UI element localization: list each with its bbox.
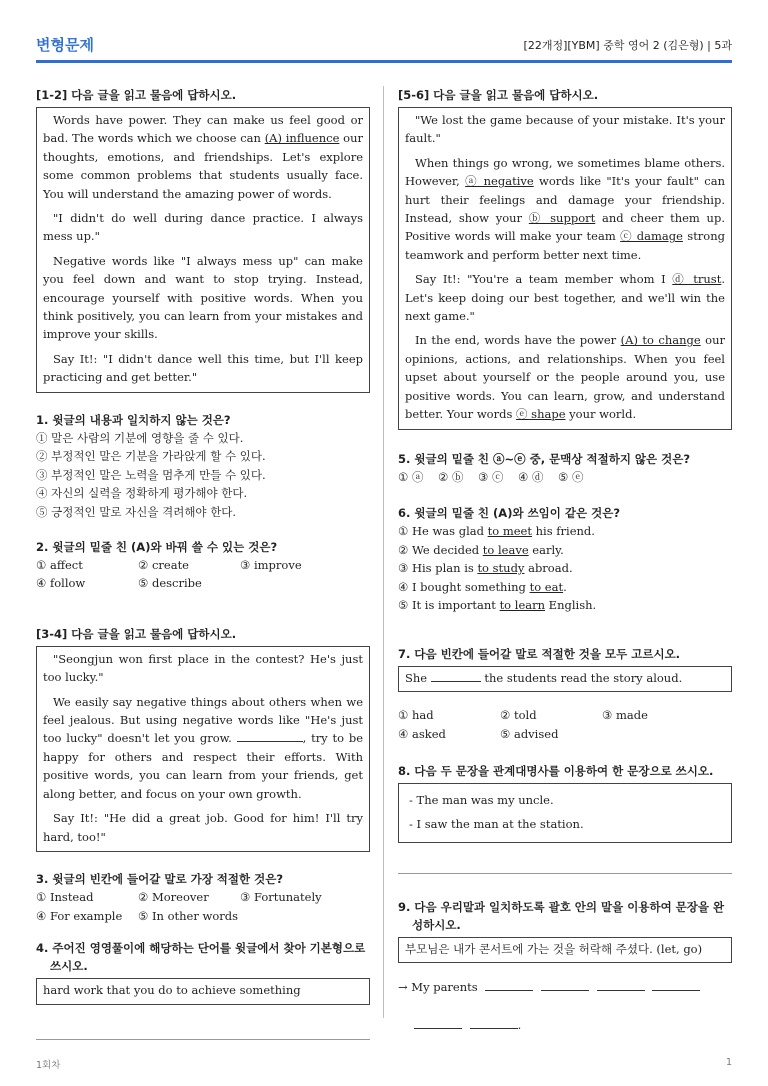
option[interactable]: ③ His plan is to study abroad.	[398, 561, 573, 576]
definition-box: hard work that you do to achieve something	[36, 978, 370, 1004]
question-7-stem: 7. 다음 빈칸에 들어갈 말로 적절한 것을 모두 고르시오.	[398, 647, 681, 662]
question-5	[398, 450, 732, 487]
passage-paragraph: Say It!: "You're a team member whom I ⓓ trust. Let's keep doing our best together, and we'll win the next game."	[405, 272, 725, 324]
option[interactable]: ③ 부정적인 말은 노력을 멈추게 만들 수 있다.	[36, 467, 266, 482]
option[interactable]: ② create	[138, 557, 189, 572]
option[interactable]: ③ Fortunately	[240, 889, 322, 904]
sentences-box	[398, 783, 732, 843]
passage-1-2	[36, 107, 370, 393]
option[interactable]: ① had	[398, 708, 434, 723]
question-2-options	[36, 556, 370, 593]
option[interactable]: ③ made	[602, 708, 648, 723]
question-6-options	[398, 522, 732, 615]
passage-paragraph: We easily say negative things about others when we feel jealous. But using negative words like "He's just too lucky" doesn't let you grow. , try to be happy for others and respect their efforts. With positive words, you can learn from your friends, get along better, and focus on your own growth.	[43, 694, 364, 801]
underlined-b: ⓑ support	[528, 211, 596, 226]
answer-blank[interactable]	[541, 979, 589, 991]
section-heading-1-2: [1-2] 다음 글을 읽고 물음에 답하시오.	[36, 88, 237, 102]
option[interactable]: ⑤ In other words	[138, 908, 239, 923]
passage-3-4	[36, 646, 370, 852]
question-7-options	[398, 706, 732, 743]
underlined-c: ⓒ damage	[620, 229, 683, 244]
column-divider	[383, 86, 384, 1018]
underlined-d: ⓓ trust	[672, 272, 722, 287]
textbook-info: [22개정][YBM] 중학 영어 2 (김은형) | 5과	[523, 39, 732, 52]
question-3	[36, 870, 370, 925]
question-5-stem: 5. 윗글의 밑줄 친 ⓐ~ⓔ 중, 문맥상 적절하지 않은 것은?	[398, 451, 691, 466]
underlined-a-influence: (A) influence	[264, 131, 340, 146]
option[interactable]: ⑤ advised	[500, 727, 559, 742]
option[interactable]: ③ improve	[240, 557, 302, 572]
option[interactable]: ④ For example	[36, 908, 123, 923]
option[interactable]: ② told	[500, 708, 537, 723]
page-header	[36, 34, 732, 62]
option[interactable]: ④ ⓓ	[518, 469, 544, 484]
footer-page-number: 1	[725, 1057, 732, 1068]
passage-paragraph: "We lost the game because of your mistake. It's your fault."	[405, 113, 725, 146]
question-3-stem: 3. 윗글의 빈칸에 들어갈 말로 가장 적절한 것은?	[36, 871, 284, 886]
option[interactable]: ⑤ ⓔ	[558, 469, 584, 484]
option[interactable]: ④ I bought something to eat.	[398, 579, 567, 594]
option[interactable]: ① He was glad to meet his friend.	[398, 524, 595, 539]
answer-blank[interactable]	[652, 979, 700, 991]
option[interactable]: ⑤ It is important to learn English.	[398, 598, 597, 613]
answer-blank	[431, 670, 481, 682]
period: .	[517, 1018, 522, 1033]
passage-paragraph: In the end, words have the power (A) to change our opinions, actions, and relationships. When you feel upset about yourself or the people around you, use positive words. You can learn, grow, and understand better. Your words ⓔ shape your world.	[405, 333, 725, 422]
passage-5-6	[398, 107, 732, 430]
question-9	[398, 898, 732, 1035]
option[interactable]: ① Instead	[36, 889, 94, 904]
option[interactable]: ② We decided to leave early.	[398, 542, 564, 557]
question-3-options	[36, 888, 370, 925]
sentence: - The man was my uncle.	[409, 792, 554, 807]
underlined-a-to-change: (A) to change	[620, 333, 701, 348]
question-2	[36, 538, 370, 593]
section-heading-5-6: [5-6] 다음 글을 읽고 물음에 답하시오.	[398, 88, 599, 102]
underlined-a: ⓐ negative	[465, 174, 534, 189]
option[interactable]: ② Moreover	[138, 889, 209, 904]
answer-prefix: → My parents	[398, 980, 478, 995]
option[interactable]: ④ 자신의 실력을 정확하게 평가해야 한다.	[36, 486, 248, 501]
answer-blank[interactable]	[597, 979, 645, 991]
option[interactable]: ④ follow	[36, 576, 86, 591]
option[interactable]: ⑤ 긍정적인 말로 자신을 격려해야 한다.	[36, 505, 237, 520]
question-2-stem: 2. 윗글의 밑줄 친 (A)와 바꿔 쓸 수 있는 것은?	[36, 539, 278, 554]
question-1-stem: 1. 윗글의 내용과 일치하지 않는 것은?	[36, 412, 231, 427]
question-6-stem: 6. 윗글의 밑줄 친 (A)와 쓰임이 같은 것은?	[398, 506, 621, 521]
option[interactable]: ① ⓐ	[398, 469, 424, 484]
answer-blank[interactable]	[485, 979, 533, 991]
answer-blank	[237, 730, 303, 742]
question-6	[398, 504, 732, 615]
option[interactable]: ② 부정적인 말은 기분을 가라앉게 할 수 있다.	[36, 449, 266, 464]
question-1	[36, 411, 370, 522]
header-rule	[36, 60, 732, 63]
question-8	[398, 762, 732, 874]
option[interactable]: ③ ⓒ	[478, 469, 504, 484]
footer-session: 1회차	[36, 1060, 61, 1071]
question-1-options	[36, 429, 370, 522]
answer-blank[interactable]	[414, 1017, 462, 1029]
question-4	[36, 939, 370, 1039]
left-column	[36, 86, 370, 1040]
answer-line[interactable]	[398, 873, 732, 874]
option[interactable]: ④ asked	[398, 727, 446, 742]
passage-paragraph: When things go wrong, we sometimes blame others. However, ⓐ negative words like "It's your fault" can hurt their feelings and damage your friendship. Instead, show your ⓑ support and cheer them up. Positive words will make your team ⓒ damage strong teamwork and perform better next time.	[405, 155, 726, 262]
question-7	[398, 645, 732, 744]
option[interactable]: ① affect	[36, 557, 83, 572]
passage-paragraph: Say It!: "He did a great job. Good for him! I'll try hard, too!"	[43, 811, 363, 844]
section-heading-3-4: [3-4] 다음 글을 읽고 물음에 답하시오.	[36, 626, 237, 641]
question-9-stem: 9. 다음 우리말과 일치하도록 괄호 안의 말을 이용하여 문장을 완성하시오.	[398, 899, 725, 932]
question-5-options	[398, 468, 732, 487]
question-4-stem: 4. 주어진 영영풀이에 해당하는 단어를 윗글에서 찾아 기본형으로 쓰시오.	[36, 941, 366, 974]
passage-paragraph: Negative words like "I always mess up" can make you feel down and want to stop trying. Instead, encourage yourself with positive words. When you think positively, you can learn from your mistakes and improve your skills.	[43, 253, 363, 342]
answer-area	[398, 977, 732, 1035]
sentence-box: She the students read the story aloud.	[398, 666, 732, 692]
option[interactable]: ⑤ describe	[138, 576, 202, 591]
answer-blank[interactable]	[470, 1017, 518, 1029]
passage-paragraph: "Seongjun won first place in the contest? He's just too lucky."	[43, 651, 363, 685]
sentence: - I saw the man at the station.	[409, 816, 584, 831]
page-title: 변형문제	[36, 36, 94, 54]
option[interactable]: ① 말은 사람의 기분에 영향을 줄 수 있다.	[36, 430, 244, 445]
answer-line[interactable]	[36, 1039, 370, 1040]
option[interactable]: ② ⓑ	[438, 469, 464, 484]
right-column	[398, 86, 732, 1035]
passage-paragraph: Words have power. They can make us feel good or bad. The words which we choose can (A) influence our thoughts, emotions, and friendships. Let's explore some common problems that students usually face. You will understand the amazing power of words.	[43, 113, 363, 201]
passage-paragraph: Say It!: "I didn't dance well this time, but I'll keep practicing and get better."	[43, 351, 363, 385]
korean-sentence-box: 부모님은 내가 콘서트에 가는 것을 허락해 주셨다. (let, go)	[398, 937, 732, 963]
question-8-stem: 8. 다음 두 문장을 관계대명사를 이용하여 한 문장으로 쓰시오.	[398, 763, 714, 778]
underlined-e: ⓔ shape	[516, 407, 566, 422]
passage-paragraph: "I didn't do well during dance practice. I always mess up."	[43, 211, 363, 244]
